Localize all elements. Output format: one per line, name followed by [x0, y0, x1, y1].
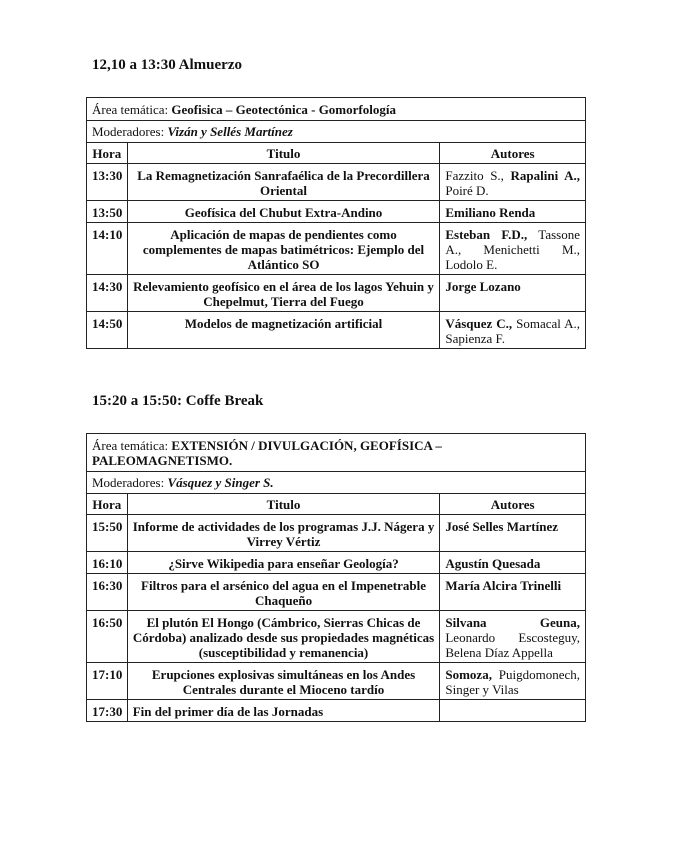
row-hora: 14:50	[87, 312, 128, 349]
moderadores-label: Moderadores:	[92, 124, 165, 139]
row-autores	[440, 515, 586, 552]
header-autores: Autores	[440, 494, 586, 515]
row-autores	[440, 611, 586, 663]
moderadores-value: Vizán y Sellés Martínez	[167, 124, 293, 139]
author-coauthor: Poiré D.	[445, 183, 489, 198]
author-presenter: Agustín Quesada	[445, 556, 541, 571]
row-hora: 13:50	[87, 201, 128, 223]
table-row	[87, 663, 586, 700]
area-tematica-value: Geofisica – Geotectónica - Gomorfología	[171, 102, 396, 117]
area-tematica-cell	[87, 98, 586, 121]
moderadores-label: Moderadores:	[92, 475, 165, 490]
schedule-table-extension	[86, 433, 586, 722]
area-tematica-value: EXTENSIÓN / DIVULGACIÓN, GEOFÍSICA – PALEOMAGNETISMO.	[92, 438, 442, 468]
author-coauthor: Fazzito S.,	[445, 168, 511, 183]
row-hora: 16:50	[87, 611, 128, 663]
row-autores	[440, 700, 586, 722]
author-coauthor: Somacal A., Sapienza F.	[445, 316, 580, 346]
moderadores-cell	[87, 121, 586, 143]
author-coauthor: Tassone A., Menichetti M., Lodolo E.	[445, 227, 580, 272]
row-titulo: Modelos de magnetización artificial	[127, 312, 440, 349]
author-presenter: Somoza,	[445, 667, 492, 682]
row-titulo: Fin del primer día de las Jornadas	[127, 700, 440, 722]
table-header-row	[87, 143, 586, 164]
area-tematica-label: Área temática:	[92, 438, 169, 453]
area-tematica-row	[87, 98, 586, 121]
row-hora: 14:10	[87, 223, 128, 275]
author-presenter: Emiliano Renda	[445, 205, 536, 220]
row-titulo: Aplicación de mapas de pendientes como complementes de mapas batimétricos: Ejemplo del Atlántico SO	[127, 223, 440, 275]
table-row	[87, 275, 586, 312]
schedule-table-geofisica	[86, 97, 586, 349]
author-presenter: Silvana Geuna,	[445, 615, 580, 630]
table-row	[87, 574, 586, 611]
moderadores-cell	[87, 472, 586, 494]
row-titulo: Informe de actividades de los programas J.J. Nágera y Virrey Vértiz	[127, 515, 440, 552]
header-hora: Hora	[87, 494, 128, 515]
author-coauthor: Leonardo Escosteguy, Belena Díaz Appella	[445, 630, 580, 660]
moderadores-row	[87, 472, 586, 494]
area-tematica-row	[87, 434, 586, 472]
row-titulo: El plutón El Hongo (Cámbrico, Sierras Chicas de Córdoba) analizado desde sus propiedades magnéticas (susceptibilidad y remanencia)	[127, 611, 440, 663]
row-titulo: La Remagnetización Sanrafaélica de la Precordillera Oriental	[127, 164, 440, 201]
row-autores	[440, 201, 586, 223]
author-presenter: Rapalini A.,	[510, 168, 581, 183]
author-presenter: Esteban F.D.,	[445, 227, 528, 242]
row-titulo: Erupciones explosivas simultáneas en los Andes Centrales durante el Mioceno tardío	[127, 663, 440, 700]
row-hora: 16:10	[87, 552, 128, 574]
row-autores	[440, 275, 586, 312]
row-hora: 15:50	[87, 515, 128, 552]
row-hora: 14:30	[87, 275, 128, 312]
section-heading-coffee-break: 15:20 a 15:50: Coffe Break	[92, 393, 264, 409]
moderadores-value: Vásquez y Singer S.	[167, 475, 274, 490]
author-presenter: José Selles Martínez	[445, 519, 558, 534]
author-presenter: Vásquez C.,	[445, 316, 513, 331]
row-autores	[440, 574, 586, 611]
author-presenter: Jorge Lozano	[445, 279, 521, 294]
row-autores	[440, 663, 586, 700]
area-tematica-cell	[87, 434, 586, 472]
table-row	[87, 223, 586, 275]
header-autores: Autores	[440, 143, 586, 164]
row-hora: 17:30	[87, 700, 128, 722]
author-coauthor: Puigdomonech, Singer y Vilas	[445, 667, 580, 697]
table-row	[87, 164, 586, 201]
table-row	[87, 312, 586, 349]
area-tematica-label: Área temática:	[92, 102, 169, 117]
row-titulo: Filtros para el arsénico del agua en el Impenetrable Chaqueño	[127, 574, 440, 611]
table-row	[87, 201, 586, 223]
table-body	[87, 515, 586, 722]
row-titulo: ¿Sirve Wikipedia para enseñar Geología?	[127, 552, 440, 574]
table-header-row	[87, 494, 586, 515]
moderadores-row	[87, 121, 586, 143]
row-autores	[440, 164, 586, 201]
table-row	[87, 700, 586, 722]
author-presenter: María Alcira Trinelli	[445, 578, 562, 593]
header-titulo: Titulo	[127, 494, 440, 515]
row-hora: 16:30	[87, 574, 128, 611]
row-titulo: Relevamiento geofísico en el área de los lagos Yehuin y Chepelmut, Tierra del Fuego	[127, 275, 440, 312]
row-titulo: Geofísica del Chubut Extra-Andino	[127, 201, 440, 223]
row-autores	[440, 223, 586, 275]
header-titulo: Titulo	[127, 143, 440, 164]
row-autores	[440, 312, 586, 349]
header-hora: Hora	[87, 143, 128, 164]
table-body	[87, 164, 586, 349]
row-hora: 13:30	[87, 164, 128, 201]
table-row	[87, 552, 586, 574]
table-row	[87, 611, 586, 663]
section-heading-lunch: 12,10 a 13:30 Almuerzo	[92, 57, 242, 73]
row-autores	[440, 552, 586, 574]
row-hora: 17:10	[87, 663, 128, 700]
table-row	[87, 515, 586, 552]
